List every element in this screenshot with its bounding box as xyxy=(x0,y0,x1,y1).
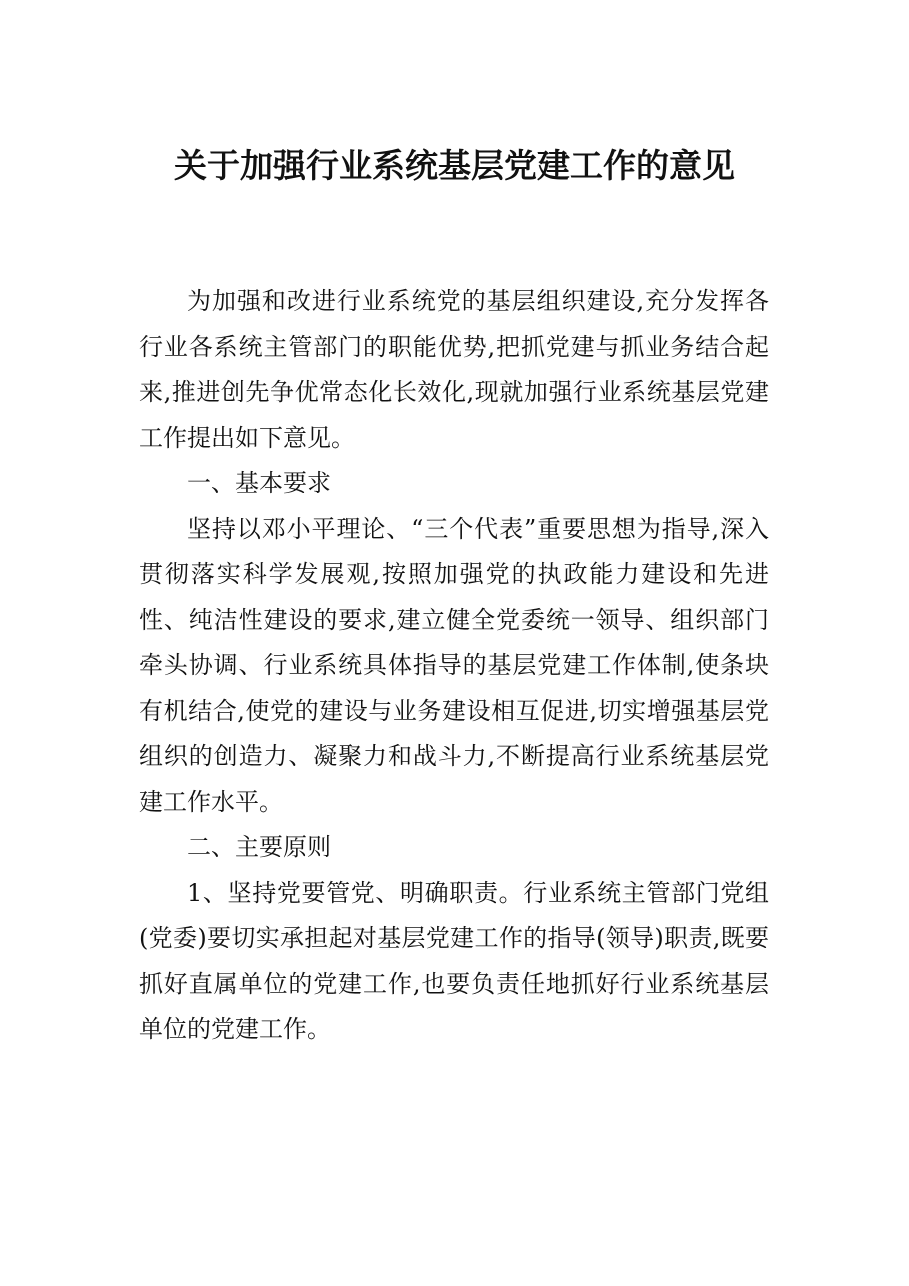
document-title: 关于加强行业系统基层党建工作的意见 xyxy=(174,146,735,185)
basic-requirements-paragraph: 坚持以邓小平理论、“三个代表”重要思想为指导,深入贯彻落实科学发展观,按照加强党的执政能力建设和先进性、纯洁性建设的要求,建立健全党委统一领导、组织部门牵头协调、行业系统具体指导的基层党建工作体制,使条块有机结合,使党的建设与业务建设相互促进,切实增强基层党组织的创造力、凝聚力和战斗力,不断提高行业系统基层党建工作水平。 xyxy=(139,514,769,816)
principle-1-paragraph: 1、坚持党要管党、明确职责。行业系统主管部门党组(党委)要切实承担起对基层党建工作的指导(领导)职责,既要抓好直属单位的党建工作,也要负责任地抓好行业系统基层单位的党建工作。 xyxy=(139,878,769,1043)
section-heading-main-principles: 二、主要原则 xyxy=(187,833,331,861)
document-body xyxy=(139,279,769,1053)
intro-paragraph: 为加强和改进行业系统党的基层组织建设,充分发挥各行业各系统主管部门的职能优势,把抓党建与抓业务结合起来,推进创先争优常态化长效化,现就加强行业系统基层党建工作提出如下意见。 xyxy=(139,287,769,452)
section-heading-basic-requirements: 一、基本要求 xyxy=(187,469,331,497)
